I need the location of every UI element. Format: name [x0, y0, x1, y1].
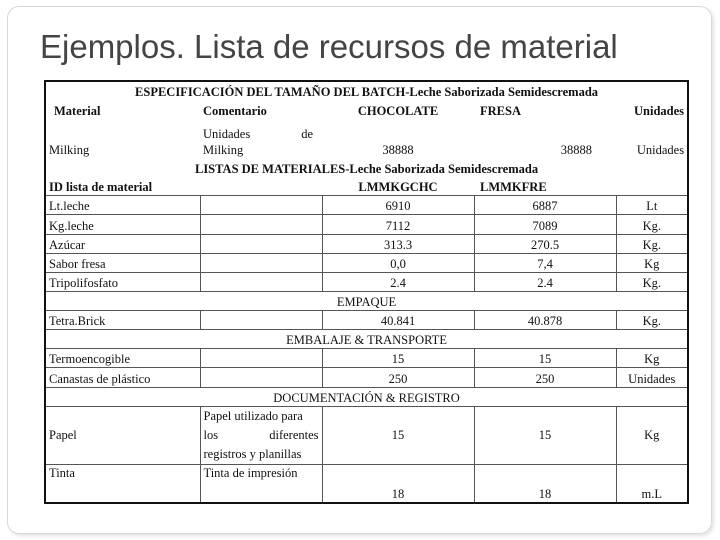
empaque-header-row: [45, 291, 688, 310]
material-chocolate: 0,0: [322, 253, 474, 272]
material-unit: Kg.: [616, 234, 688, 253]
tinta-name: Tinta: [45, 465, 200, 503]
material-name: Lt.leche: [45, 196, 200, 215]
table-row: [45, 368, 688, 387]
papel-comment: [200, 406, 322, 464]
table-row: [45, 272, 688, 291]
milking-comment-de: de: [301, 126, 313, 141]
tetrabrick-fresa: 40.878: [474, 311, 616, 330]
material-fresa: 2.4: [474, 272, 616, 291]
doc-header: DOCUMENTACIÓN & REGISTRO: [273, 390, 460, 405]
papel-comment-line1: Papel utilizado para: [203, 408, 303, 423]
header-material: Material: [54, 104, 101, 119]
material-name: Azúcar: [45, 234, 200, 253]
tinta-chocolate: 18: [322, 465, 474, 503]
embalaje-fresa: 250: [474, 368, 616, 387]
tetrabrick-unit: Kg.: [616, 311, 688, 330]
embalaje-header: EMBALAJE & TRANSPORTE: [286, 333, 447, 348]
material-fresa: 7089: [474, 215, 616, 234]
tetrabrick-name: Tetra.Brick: [45, 311, 200, 330]
spec-header-row: [45, 81, 688, 100]
milking-row: [45, 119, 688, 157]
spec-header: ESPECIFICACIÓN DEL TAMAÑO DEL BATCH-Leche Saborizada Semidescremada: [135, 85, 599, 100]
table-row: [45, 349, 688, 368]
milking-fresa: 38888: [560, 142, 592, 157]
tinta-fresa: 18: [474, 465, 616, 503]
embalaje-unit: Unidades: [616, 368, 688, 387]
table-row: [45, 215, 688, 234]
embalaje-fresa: 15: [474, 349, 616, 368]
material-unit: Kg.: [616, 215, 688, 234]
material-resource-table: [44, 80, 689, 504]
material-name: Sabor fresa: [45, 253, 200, 272]
embalaje-name: Termoencogible: [45, 349, 200, 368]
material-fresa: 270.5: [474, 234, 616, 253]
embalaje-unit: Kg: [616, 349, 688, 368]
header-chocolate: CHOCOLATE: [357, 104, 439, 119]
header-fresa: FRESA: [480, 104, 521, 119]
milking-comment: [200, 119, 322, 157]
id-chocolate: LMMKGCHC: [358, 180, 438, 195]
list-header: LISTAS DE MATERIALES-Leche Saborizada Semidescremada: [194, 161, 539, 176]
papel-chocolate: 15: [322, 406, 474, 464]
material-name: Kg.leche: [45, 215, 200, 234]
list-header-row: [45, 158, 688, 177]
milking-unidades: Unidades: [636, 142, 685, 157]
papel-name: Papel: [45, 406, 200, 464]
tinta-unit: m.L: [616, 465, 688, 503]
material-chocolate: 313.3: [322, 234, 474, 253]
embalaje-chocolate: 250: [322, 368, 474, 387]
header-comentario: Comentario: [203, 104, 267, 119]
material-fresa: 6887: [474, 196, 616, 215]
papel-comment-los: los: [203, 427, 219, 442]
embalaje-chocolate: 15: [322, 349, 474, 368]
header-unidades: Unidades: [634, 104, 685, 119]
column-header-row: [45, 100, 688, 119]
id-label: ID lista de material: [49, 180, 153, 195]
id-fresa: LMMKFRE: [480, 180, 547, 195]
papel-comment-diferentes: diferentes: [269, 427, 319, 442]
papel-unit: Kg: [616, 406, 688, 464]
tetrabrick-row: [45, 311, 688, 330]
papel-row: [45, 406, 688, 464]
milking-comment-unidades: Unidades: [203, 126, 251, 141]
milking-chocolate: 38888: [382, 142, 414, 157]
material-chocolate: 7112: [322, 215, 474, 234]
slide-title: Ejemplos. Lista de recursos de material: [40, 28, 618, 65]
material-unit: Kg.: [616, 272, 688, 291]
papel-fresa: 15: [474, 406, 616, 464]
embalaje-header-row: [45, 330, 688, 349]
material-unit: Kg: [616, 253, 688, 272]
material-chocolate: 6910: [322, 196, 474, 215]
papel-comment-line3: registros y planillas: [203, 446, 302, 461]
material-fresa: 7,4: [474, 253, 616, 272]
tinta-comment: Tinta de impresión: [200, 465, 322, 503]
empaque-header: EMPAQUE: [336, 295, 397, 310]
tinta-row: [45, 465, 688, 503]
embalaje-name: Canastas de plástico: [45, 368, 200, 387]
milking-label: Milking: [49, 142, 90, 157]
doc-header-row: [45, 387, 688, 406]
material-unit: Lt: [616, 196, 688, 215]
table-row: [45, 196, 688, 215]
milking-comment-milking: Milking: [203, 142, 244, 157]
id-row: [45, 177, 688, 196]
material-name: Tripolifosfato: [45, 272, 200, 291]
material-chocolate: 2.4: [322, 272, 474, 291]
table-row: [45, 234, 688, 253]
tetrabrick-chocolate: 40.841: [322, 311, 474, 330]
table-row: [45, 253, 688, 272]
